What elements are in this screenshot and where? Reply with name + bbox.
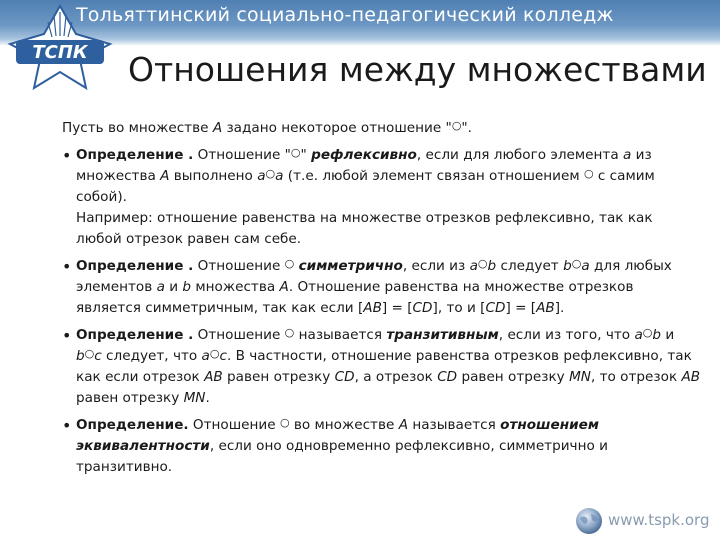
- footer-url[interactable]: www.tspk.org: [608, 511, 710, 529]
- globe-icon: [574, 506, 604, 536]
- definition-transitive: • Определение . Отношение ○ называется транзитивным, если из того, что a○b и b○c следует, что a○c. В частности, отношение равенства отрезков рефлексивно, так как если отрезок AB равен отрезку CD, а отрезок CD равен отрезку MN, то отрезок AB равен отрезку MN.: [62, 325, 702, 409]
- definition-equivalence: • Определение. Отношение ○ во множестве A называется отношением эквивалентности, если оно одновременно рефлексивно, симметрично и транзитивно.: [62, 415, 702, 478]
- definition-symmetric: • Определение . Отношение ○ симметрично, если из a○b следует b○a для любых элементов a и b множества A. Отношение равенства на множестве отрезков является симметричным, так как если [AB] = [CD], то и [CD] = [AB].: [62, 256, 702, 319]
- college-logo: [6, 4, 114, 90]
- definition-reflexive: • Определение . Отношение "○" рефлексивно, если для любого элемента a из множества A выполнено a○a (т.е. любой элемент связан отношением ○ с самим собой). Например: отношение равенства на множестве отрезков рефлексивно, так как любой отрезок равен сам себе.: [62, 145, 702, 250]
- slide-body: [62, 118, 702, 484]
- reflexive-example: Например: отношение равенства на множестве отрезков рефлексивно, так как любой отрезок равен сам себе.: [76, 210, 653, 247]
- slide-title: Отношения между множествами: [128, 50, 707, 89]
- intro-paragraph: Пусть во множестве A задано некоторое отношение "○".: [62, 119, 472, 136]
- college-name: Тольяттинский социально-педагогический колледж: [76, 4, 614, 26]
- logo-text: ТСПК: [32, 42, 88, 63]
